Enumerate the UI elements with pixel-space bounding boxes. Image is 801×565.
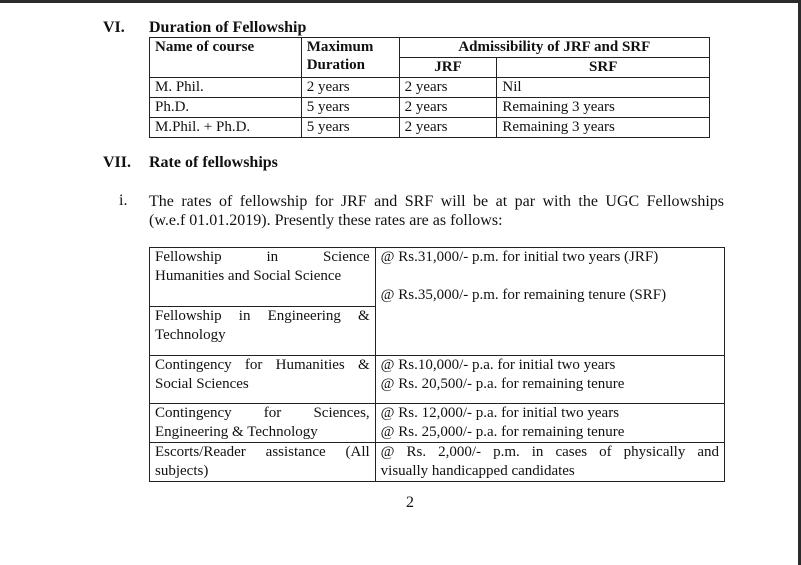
window-top-border <box>0 0 801 3</box>
cell-jrf: 2 years <box>399 98 497 118</box>
item-numeral: i. <box>119 192 128 209</box>
header-course: Name of course <box>150 38 302 78</box>
header-jrf: JRF <box>399 58 497 78</box>
section-6-title: Duration of Fellowship <box>149 19 307 36</box>
paragraph-line-2: (w.e.f 01.01.2019). Presently these rates are as follows: <box>149 212 503 229</box>
cell-jrf: 2 years <box>399 118 497 138</box>
cell-course: M. Phil. <box>150 78 302 98</box>
cell-course: Ph.D. <box>150 98 302 118</box>
cell-contingency-humanities: Contingency for Humanities & Social Sciences <box>150 356 376 404</box>
cell-duration: 2 years <box>301 78 399 98</box>
table-row <box>150 78 710 98</box>
table-row <box>150 356 725 404</box>
page-number: 2 <box>406 494 414 511</box>
cell-jrf: 2 years <box>399 78 497 98</box>
cell-duration: 5 years <box>301 118 399 138</box>
section-7-numeral: VII. <box>103 154 132 171</box>
cell-contingency-humanities-rates: @ Rs.10,000/- p.a. for initial two years @ Rs. 20,500/- p.a. for remaining tenure <box>375 356 724 404</box>
header-admissibility: Admissibility of JRF and SRF <box>399 38 709 58</box>
cell-fellowship-engineering: Fellowship in Engineering & Technology <box>150 307 376 356</box>
table-row <box>150 248 725 307</box>
table-row <box>150 98 710 118</box>
header-max-duration: Maximum Duration <box>301 38 399 78</box>
table-header-row <box>150 38 710 58</box>
cell-escorts: Escorts/Reader assistance (All subjects) <box>150 443 376 482</box>
cell-fellowship-rates: @ Rs.31,000/- p.m. for initial two years (JRF) @ Rs.35,000/- p.m. for remaining tenure (SRF) <box>375 248 724 356</box>
fellowship-rates-table <box>149 247 725 482</box>
cell-duration: 5 years <box>301 98 399 118</box>
rates-paragraph <box>149 192 724 230</box>
cell-contingency-sciences-rates: @ Rs. 12,000/- p.a. for initial two years @ Rs. 25,000/- p.a. for remaining tenure <box>375 404 724 443</box>
table-row <box>150 443 725 482</box>
section-7-title: Rate of fellowships <box>149 154 278 171</box>
cell-contingency-sciences: Contingency for Sciences, Engineering & Technology <box>150 404 376 443</box>
paragraph-line-1: The rates of fellowship for JRF and SRF will be at par with the UGC Fellowships <box>149 193 724 210</box>
table-row <box>150 118 710 138</box>
cell-escorts-rates: @ Rs. 2,000/- p.m. in cases of physically and visually handicapped candidates <box>375 443 724 482</box>
cell-fellowship-science: Fellowship in Science Humanities and Social Science <box>150 248 376 307</box>
cell-srf: Remaining 3 years <box>497 118 710 138</box>
section-6-numeral: VI. <box>103 19 125 36</box>
cell-srf: Nil <box>497 78 710 98</box>
table-row <box>150 404 725 443</box>
cell-course: M.Phil. + Ph.D. <box>150 118 302 138</box>
header-srf: SRF <box>497 58 710 78</box>
cell-srf: Remaining 3 years <box>497 98 710 118</box>
duration-table <box>149 37 710 138</box>
